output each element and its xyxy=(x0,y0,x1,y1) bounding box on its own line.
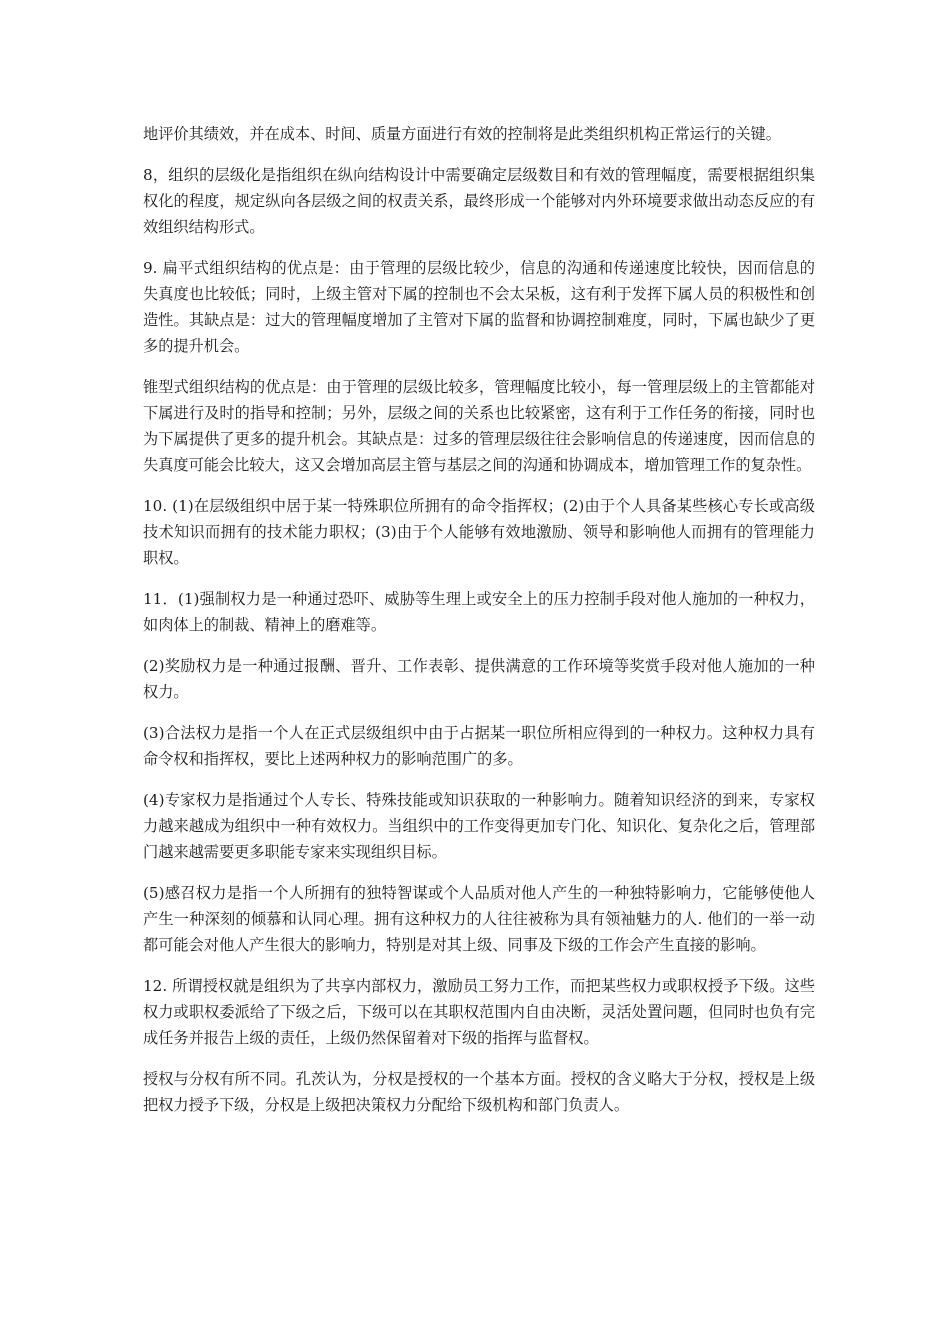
paragraph-tall-structure: 锥型式组织结构的优点是：由于管理的层级比较多，管理幅度比较小，每一管理层级上的主管都能对下属进行及时的指导和控制；另外，层级之间的关系也比较紧密，这有利于工作任务的衔接，同时也为下属提供了更多的提升机会。其缺点是：过多的管理层级往往会影响信息的传递速度，因而信息的失真度可能会比较大，这又会增加高层主管与基层之间的沟通和协调成本，增加管理工作的复杂性。 xyxy=(143,378,815,474)
paragraph-item-8: 8，组织的层级化是指组织在纵向结构设计中需要确定层级数目和有效的管理幅度，需要根据组织集权化的程度，规定纵向各层级之间的权责关系，最终形成一个能够对内外环境要求做出动态反应的有效组织结构形式。 xyxy=(143,166,815,236)
paragraph-item-9-flat-structure: 9. 扁平式组织结构的优点是：由于管理的层级比较少，信息的沟通和传递速度比较快，因而信息的失真度也比较低；同时，上级主管对下属的控制也不会太呆板，这有利于发挥下属人员的积极性和创造性。其缺点是：过大的管理幅度增加了主管对下属的监督和协调控制难度，同时，下属也缺少了更多的提升机会。 xyxy=(143,259,815,355)
paragraph-expert-power: (4)专家权力是指通过个人专长、特殊技能或知识获取的一种影响力。随着知识经济的到来，专家权力越来越成为组织中一种有效权力。当组织中的工作变得更加专门化、知识化、复杂化之后，管理部门越来越需要更多职能专家来实现组织目标。 xyxy=(143,791,815,861)
paragraph-item-11-coercive-power: 11．(1)强制权力是一种通过恐吓、威胁等生理上或安全上的压力控制手段对他人施加的一种权力，如肉体上的制裁、精神上的磨难等。 xyxy=(143,590,815,634)
paragraph-delegation-vs-decentralization: 授权与分权有所不同。孔茨认为，分权是授权的一个基本方面。授权的含义略大于分权，授权是上级把权力授予下级，分权是上级把决策权力分配给下级机构和部门负责人。 xyxy=(143,1070,815,1114)
paragraph-item-12-delegation: 12. 所谓授权就是组织为了共享内部权力，激励员工努力工作，而把某些权力或职权授予下级。这些权力或职权委派给了下级之后，下级可以在其职权范围内自由决断，灵活处置问题，但同时也负有完成任务并报告上级的责任，上级仍然保留着对下级的指挥与监督权。 xyxy=(143,977,815,1047)
document-body xyxy=(143,121,815,1133)
paragraph-continuation: 地评价其绩效，并在成本、时间、质量方面进行有效的控制将是此类组织机构正常运行的关键。 xyxy=(143,125,781,143)
paragraph-reward-power: (2)奖励权力是一种通过报酬、晋升、工作表彰、提供满意的工作环境等奖赏手段对他人施加的一种权力。 xyxy=(143,657,815,701)
paragraph-item-10: 10. (1)在层级组织中居于某一特殊职位所拥有的命令指挥权；(2)由于个人具备某些核心专长或高级技术知识而拥有的技术能力职权；(3)由于个人能够有效地激励、领导和影响他人而拥有的管理能力职权。 xyxy=(143,497,815,567)
paragraph-legitimate-power: (3)合法权力是指一个人在正式层级组织中由于占据某一职位所相应得到的一种权力。这种权力具有命令权和指挥权，要比上述两种权力的影响范围广的多。 xyxy=(143,724,815,768)
paragraph-referent-power: (5)感召权力是指一个人所拥有的独特智谋或个人品质对他人产生的一种独特影响力，它能够使他人产生一种深刻的倾慕和认同心理。拥有这种权力的人往往被称为具有领袖魅力的人. 他们的一举一动都可能会对他人产生很大的影响力，特别是对其上级、同事及下级的工作会产生直接的影响。 xyxy=(143,884,815,954)
